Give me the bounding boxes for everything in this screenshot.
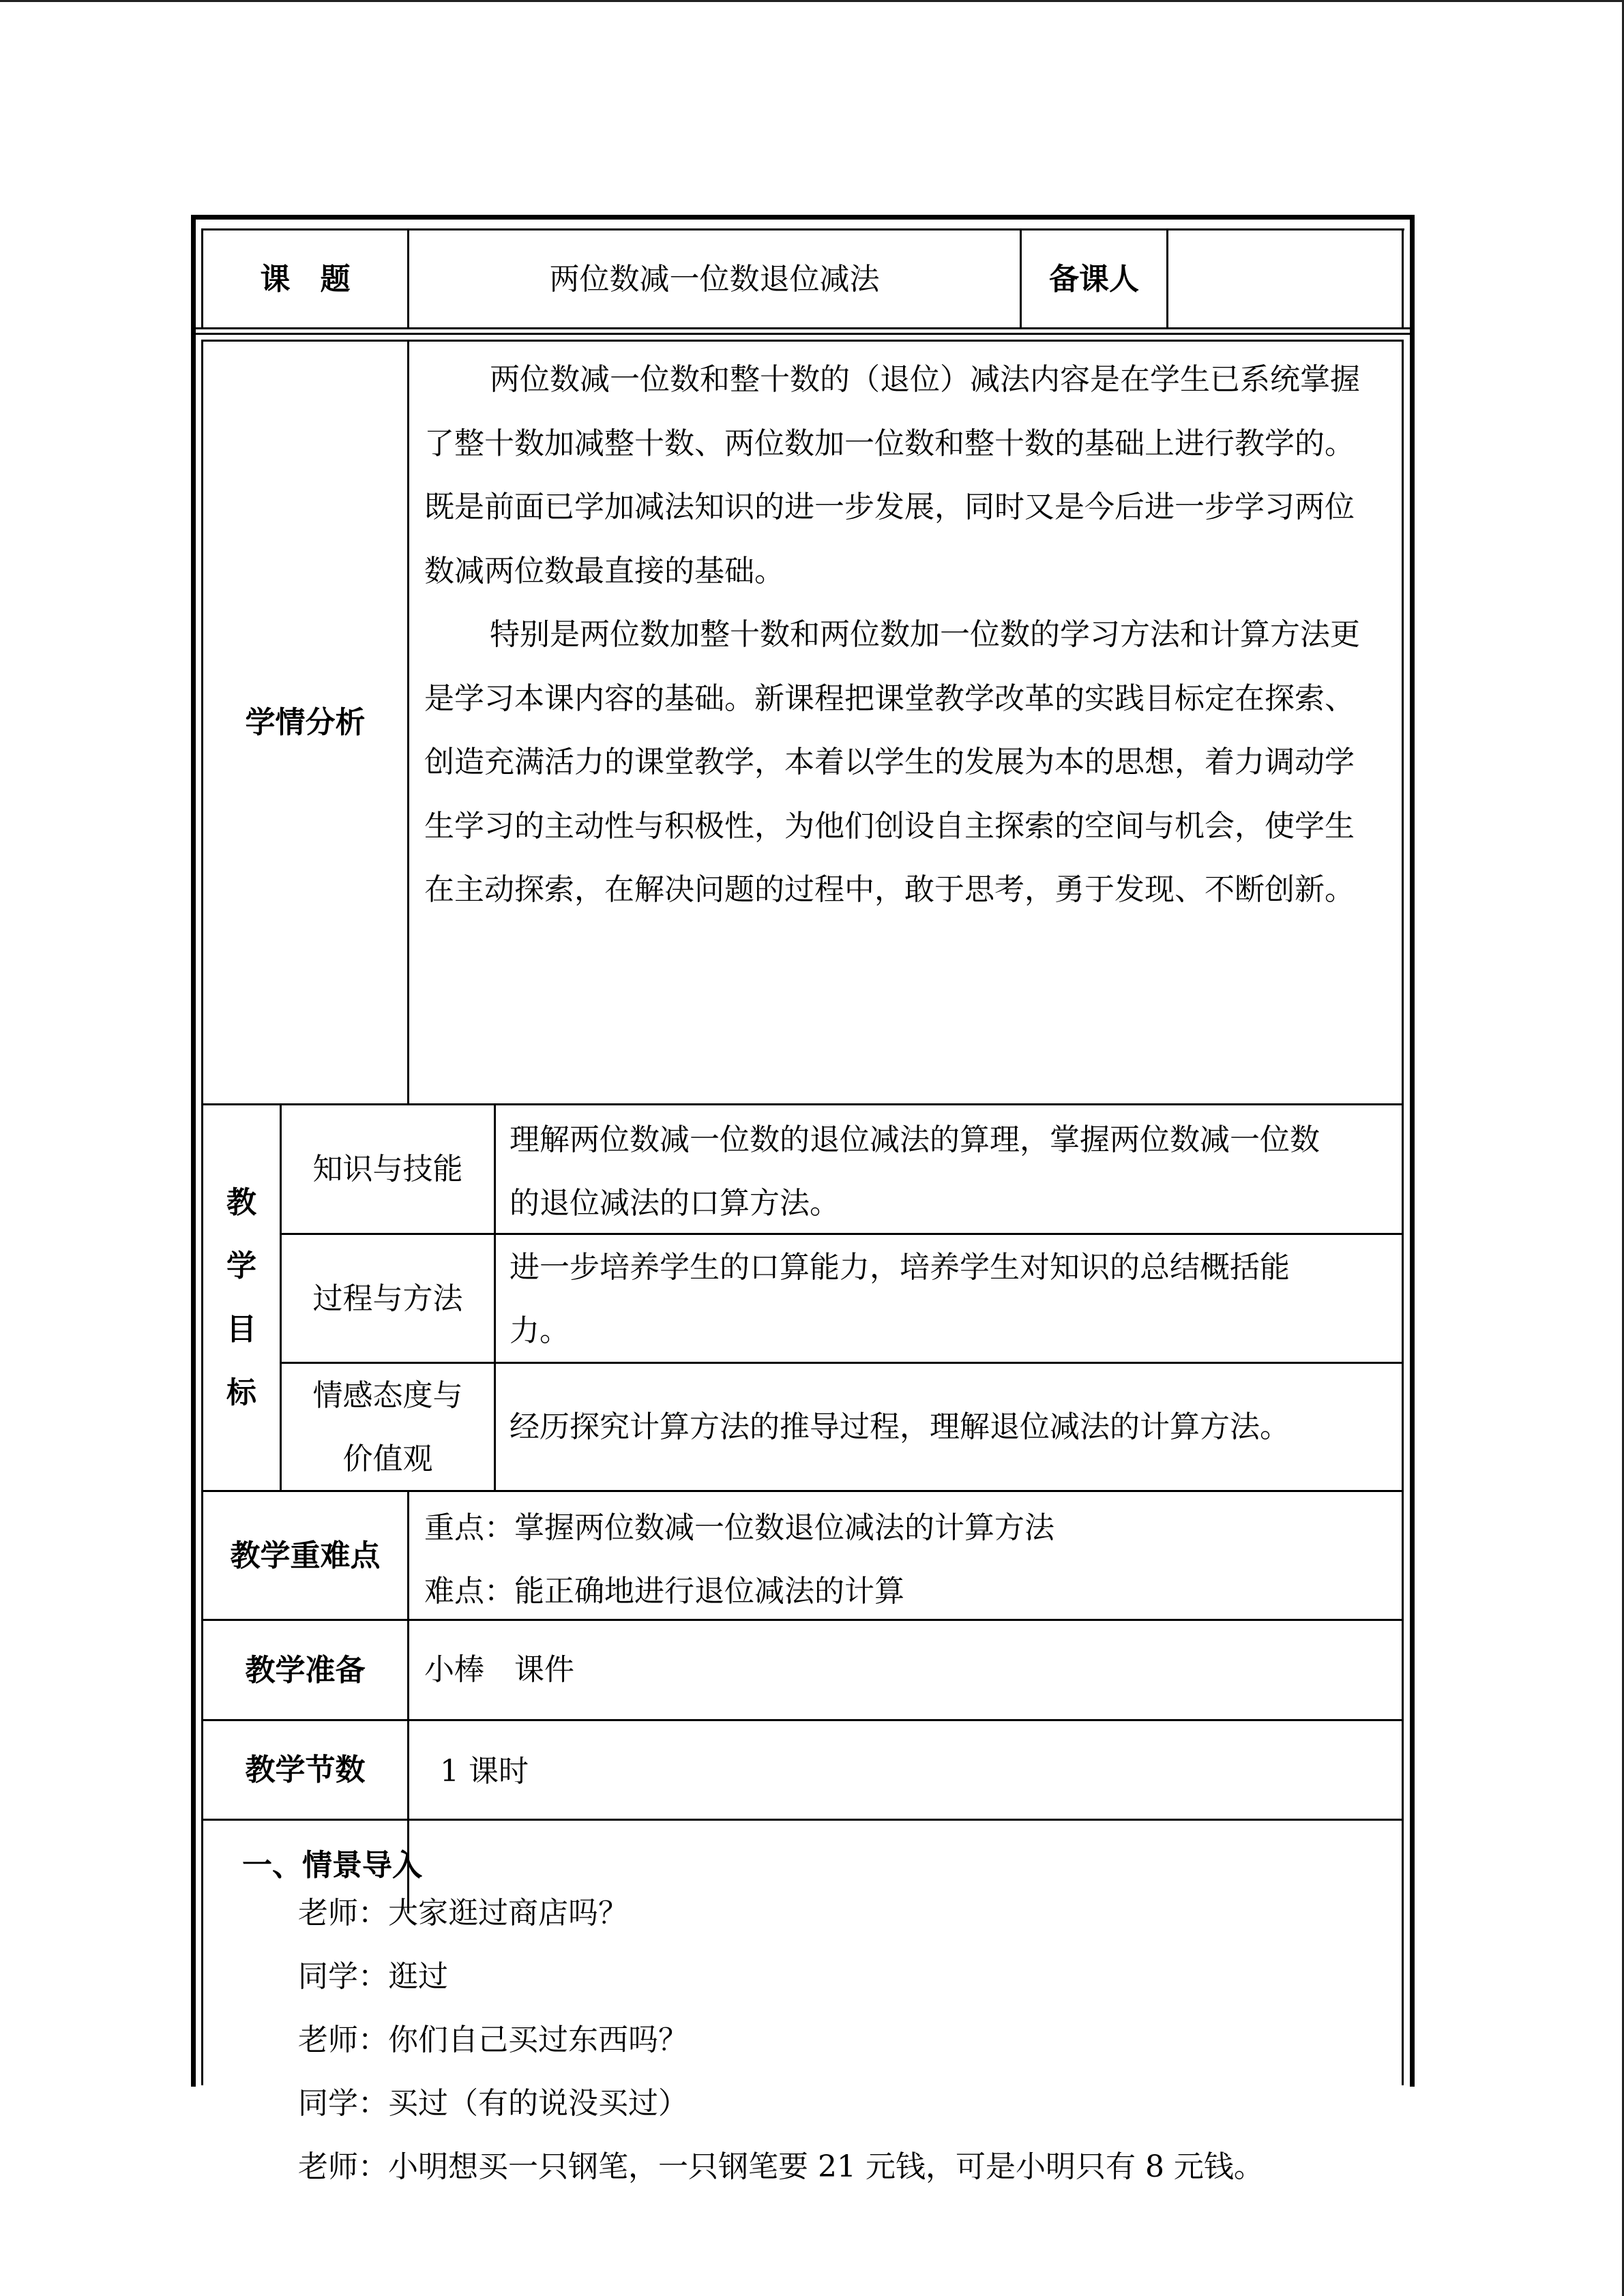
- topic-label: 课 题: [260, 261, 351, 297]
- preparation-value: 小棒 课件: [424, 1652, 574, 1687]
- objective-process-line-1: 进一步培养学生的口算能力，培养学生对知识的总结概括能: [510, 1250, 1290, 1285]
- objective-knowledge-content: [510, 1108, 1396, 1235]
- objective-attitude-content: [510, 1395, 1396, 1459]
- objective-process-line-2: 力。: [510, 1313, 570, 1348]
- preparer-label: 备课人: [1049, 261, 1139, 297]
- difficulty-line: 难点：能正确地进行退位减法的计算: [424, 1574, 904, 1609]
- dialogue-line-4: 同学：买过（有的说没买过）: [298, 2086, 688, 2121]
- preparation-label: 教学准备: [245, 1652, 366, 1688]
- objective-knowledge-line-2: 的退位减法的口算方法。: [510, 1186, 840, 1221]
- objective-attitude-label: [282, 1364, 494, 1490]
- header-double-line-2: [196, 333, 1410, 335]
- analysis-label: 学情分析: [245, 705, 366, 740]
- key-points-content: [424, 1496, 1379, 1623]
- objectives-label-char-1: 教: [226, 1185, 256, 1220]
- header-inner-right-line: [1402, 228, 1404, 329]
- lesson-plan-table: [191, 215, 1415, 2184]
- periods-value: 1 课时: [440, 1754, 529, 1789]
- analysis-paragraph-2: 特别是两位数加整十数和两位数加一位数的学习方法和计算方法更是学习本课内容的基础。新课程把课堂教学改革的实践目标定在探索、创造充满活力的课堂教学，本着以学生的发展为本的思想，着力调动学生学习的主动性与积极性，为他们创设自主探索的空间与机会，使学生在主动探索，在解决问题的过程中，敢于思考，勇于发现、不断创新。: [424, 617, 1360, 907]
- objective-attitude-label-line-2: 价值观: [342, 1441, 433, 1476]
- objectives-label-char-4: 标: [226, 1375, 256, 1410]
- objective-process-label: 过程与方法: [312, 1281, 463, 1316]
- objectives-label-char-3: 目: [226, 1312, 256, 1347]
- process-heading: 一、情景导入: [242, 1848, 422, 1883]
- objective-knowledge-line-1: 理解两位数减一位数的退位减法的算理，掌握两位数减一位数: [510, 1122, 1320, 1157]
- objectives-label-char-2: 学: [226, 1249, 256, 1283]
- dialogue-line-1: 老师：大家逛过商店吗？: [298, 1896, 628, 1930]
- key-points-label: 教学重难点: [230, 1538, 381, 1573]
- analysis-divider: [407, 340, 409, 1103]
- periods-label: 教学节数: [245, 1753, 366, 1787]
- periods-bottom-line: [201, 1819, 1404, 1821]
- objective-process-content: [510, 1236, 1396, 1362]
- topic-value: 两位数减一位数退位减法: [549, 261, 880, 297]
- process-dialogue: [298, 1881, 1389, 2198]
- analysis-text: [424, 348, 1378, 922]
- header-double-line-1: [196, 327, 1410, 329]
- objective-attitude-label-line-1: 情感态度与: [312, 1377, 463, 1413]
- objective-attitude-line-1: 经历探究计算方法的推导过程，理解退位减法的计算方法。: [510, 1410, 1290, 1444]
- analysis-paragraph-1: 两位数减一位数和整十数的（退位）减法内容是在学生已系统掌握了整十数加减整十数、两位数加一位数和整十数的基础上进行教学的。既是前面已学加减法知识的进一步发展，同时又是今后进一步学习两位数减两位数最直接的基础。: [424, 362, 1360, 588]
- preparer-value: [1168, 230, 1402, 327]
- objective-knowledge-label: 知识与技能: [312, 1152, 463, 1187]
- key-point-line: 重点：掌握两位数减一位数退位减法的计算方法: [424, 1510, 1054, 1545]
- objectives-divider-2: [494, 1103, 496, 1490]
- objectives-label: [203, 1105, 280, 1490]
- dialogue-line-5: 老师：小明想买一只钢笔，一只钢笔要 21 元钱，可是小明只有 8 元钱。: [298, 2149, 1264, 2184]
- dialogue-line-3: 老师：你们自己买过东西吗？: [298, 2023, 688, 2057]
- dialogue-line-2: 同学：逛过: [298, 1959, 448, 1994]
- body-inner-right-line: [1402, 340, 1404, 2085]
